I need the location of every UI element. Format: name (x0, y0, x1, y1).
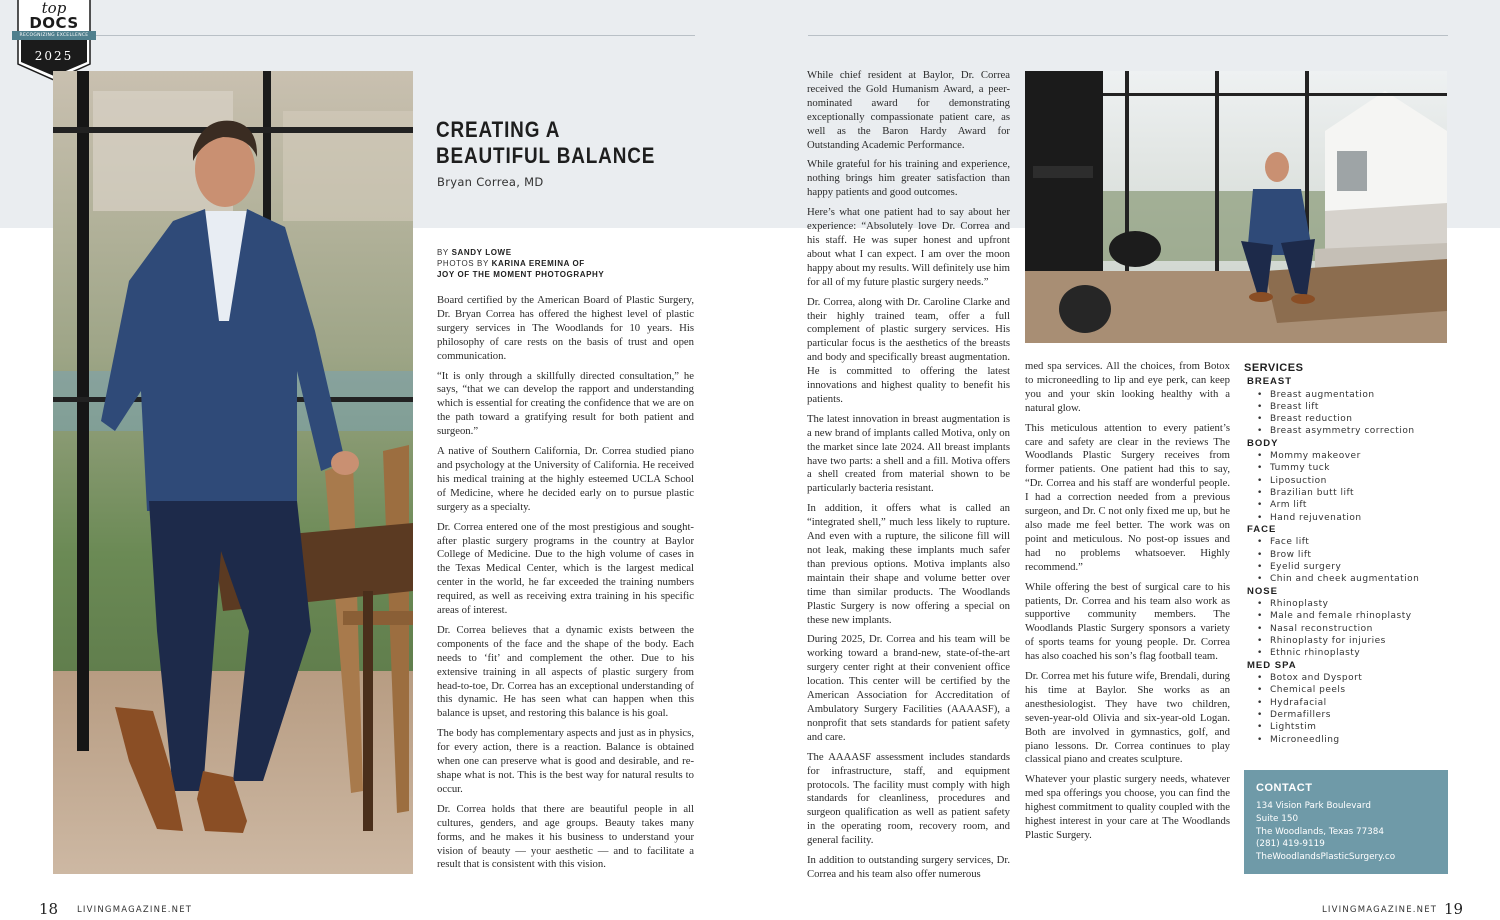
paragraph: Dr. Correa believes that a dynamic exists between the components of the face and the shape of the body. Each needs to ‘fit’ and complement the other. Due to his extensive training in all aspects of plastic surgery from head-to-toe, Dr. Correa has an exceptional understanding of this dynamic. He has seen what can happen when this balance is upset, and restoring this balance is his goal. (437, 623, 694, 720)
contact-phone[interactable]: (281) 419-9119 (1256, 839, 1325, 850)
service-item: • Breast augmentation (1244, 389, 1470, 401)
badge-ribbon: RECOGNIZING EXCELLENCE (19, 33, 89, 38)
services-items (1244, 536, 1470, 585)
paragraph: Here’s what one patient had to say about her experience: “Absolutely love Dr. Correa and his staff. He was super honest and upfront about what I can expect. I am over the moon happy about my results. Will definitely use him for all of my future plastic surgery needs.” (807, 206, 1010, 288)
site-url-left: LIVINGMAGAZINE.NET (77, 905, 193, 915)
byline-photos-line (437, 258, 604, 269)
service-item: • Lightstim (1244, 721, 1470, 733)
paragraph: Dr. Correa met his future wife, Brendali, during his time at Baylor. She works as an anesthesiologist. They have two children, seven-year-old Olivia and six-year-old Logan. Both are involved in gymnastics, golf, and piano lessons. Dr. Correa continues to play classical piano and creates sculpture. (1025, 670, 1230, 766)
service-item: • Nasal reconstruction (1244, 623, 1470, 635)
services-list (1244, 362, 1470, 746)
article-title (436, 117, 660, 169)
service-item: • Botox and Dysport (1244, 672, 1470, 684)
byline-studio-line (437, 269, 604, 280)
photos-label: PHOTOS BY (437, 259, 489, 268)
services-category: MED SPA (1247, 659, 1297, 671)
paragraph: While chief resident at Baylor, Dr. Correa received the Gold Humanism Award, a peer-nominated award for demonstrating exceptionally compassionate patient care, as well as the Baron Hardy Award for Outstanding Academic Performance. (807, 69, 1010, 151)
service-item: • Dermafillers (1244, 709, 1470, 721)
service-item: • Face lift (1244, 536, 1470, 548)
portrait-photo (53, 71, 413, 874)
header-rule-left (92, 35, 695, 36)
body-column-3 (1025, 360, 1230, 849)
article-subtitle: Bryan Correa, MD (437, 175, 544, 189)
byline (437, 247, 604, 280)
title-line-2: BEAUTIFUL BALANCE (436, 143, 656, 168)
service-item: • Breast lift (1244, 401, 1470, 413)
service-item: • Breast asymmetry correction (1244, 425, 1470, 437)
body-column-2 (807, 69, 1010, 888)
interior-photo (1025, 71, 1447, 343)
services-items (1244, 450, 1470, 524)
services-items (1244, 672, 1470, 746)
services-category: FACE (1247, 523, 1277, 535)
paragraph: In addition to outstanding surgery services, Dr. Correa and his team also offer numerous (807, 854, 1010, 880)
services-items (1244, 598, 1470, 659)
services-category: BODY (1247, 437, 1279, 449)
paragraph: Dr. Correa, along with Dr. Caroline Clarke and their highly trained team, offer a full complement of plastic surgery services. His particular focus is the aesthetics of the breasts and body and specifically breast augmentation. He is committed to offering the latest innovations and highest quality to benefit his patients. (807, 295, 1010, 405)
service-item: • Microneedling (1244, 734, 1470, 746)
service-item: • Chemical peels (1244, 684, 1470, 696)
paragraph: Whatever your plastic surgery needs, whatever med spa offerings you choose, you can find the highest commitment to quality coupled with the highest interest in your care at The Woodlands Plastic Surgery. (1025, 773, 1230, 841)
badge-top: top (41, 0, 67, 17)
service-item: • Eyelid surgery (1244, 561, 1470, 573)
photographer-name: KARINA EREMINA OF (491, 259, 585, 268)
page-number-right: 19 (1444, 900, 1464, 918)
paragraph: med spa services. All the choices, from Botox to microneedling to lip and eye perk, can keep you and your skin looking healthy with a natural glow. (1025, 360, 1230, 414)
contact-city: The Woodlands, Texas 77384 (1256, 826, 1384, 837)
page-number-left: 18 (39, 900, 59, 918)
paragraph: Board certified by the American Board of Plastic Surgery, Dr. Bryan Correa has offered the highest level of plastic surgery services in The Woodlands for 10 years. His philosophy of care rests on the basis of trust and open communication. (437, 294, 694, 362)
services-category: BREAST (1247, 376, 1293, 387)
contact-suite: Suite 150 (1256, 813, 1299, 824)
service-item: • Ethnic rhinoplasty (1244, 647, 1470, 659)
badge-year: 2025 (34, 49, 74, 63)
badge-docs: DOCS (29, 14, 79, 32)
contact-box (1244, 770, 1448, 874)
service-item: • Arm lift (1244, 499, 1470, 511)
paragraph: While offering the best of surgical care to his patients, Dr. Correa and his team also work as supportive community members. The Woodlands Plastic Surgery sponsors a variety of sports teams for young people. Dr. Correa has also coached his son’s flag football team. (1025, 580, 1230, 663)
service-item: • Rhinoplasty for injuries (1244, 635, 1470, 647)
header-rule-right (808, 35, 1448, 36)
service-item: • Brazilian butt lift (1244, 487, 1470, 499)
paragraph: The AAAASF assessment includes standards for infrastructure, staff, and equipment protocols. The facility must comply with high standards for cleanliness, procedures and surgeon qualification as well as patient safety in the operating room, recovery room, and general facility. (807, 750, 1010, 847)
body-column-1 (437, 294, 694, 878)
paragraph: This meticulous attention to every patient’s care and safety are clear in the reviews The Woodlands Plastic Surgery receives from former patients. One patient had this to say, “Dr. Correa and his staff are wonderful people. I had a correction needed from a previous surgeon, and Dr. C not only fixed me up, but he also made me feel better. The work was on point and meticulous. No post-op issues and had no problems whatsoever. Highly recommend.” (1025, 421, 1230, 573)
author-name: SANDY LOWE (451, 248, 512, 257)
contact-website[interactable]: TheWoodlandsPlasticSurgery.co (1256, 852, 1396, 863)
paragraph: Dr. Correa entered one of the most prestigious and sought-after plastic surgery programs in the country at Baylor College of Medicine. Due to the high volume of cases in the Texas Medical Center, which is the largest medical center in the world, he far exceeded the training numbers required, as well as receiving extra training in his specific areas of interest. (437, 520, 694, 617)
paragraph: During 2025, Dr. Correa and his team will be working toward a brand-new, state-of-the-art surgery center right at their convenient office location. This center will be certified by the American Association for Accreditation of Ambulatory Surgery Facilities (AAAASF), a nonprofit that sets standards for patient safety and care. (807, 633, 1010, 743)
paragraph: In addition, it offers what is called an “integrated shell,” much less likely to rupture. And even with a rupture, the silicone fill will not leak, making these implants much safer than previous options. Motiva implants also maintain their shape and volume better over time than similar products. The Woodlands Plastic Surgery is now offering a special on these new implants. (807, 502, 1010, 626)
services-items (1244, 389, 1470, 438)
service-item: • Tummy tuck (1244, 462, 1470, 474)
paragraph: The body has complementary aspects and just as in physics, for every action, there is a reaction. Balance is obtained when one can preserve what is good and desirable, and re-shape what is not. This is the best way for natural results to occur. (437, 727, 694, 795)
service-item: • Hydrafacial (1244, 697, 1470, 709)
contact-heading: CONTACT (1256, 782, 1313, 794)
paragraph: While grateful for his training and experience, nothing brings him greater satisfaction than happy patients and good outcomes. (807, 158, 1010, 199)
studio-name: JOY OF THE MOMENT PHOTOGRAPHY (437, 270, 605, 279)
service-item: • Brow lift (1244, 549, 1470, 561)
service-item: • Liposuction (1244, 475, 1470, 487)
service-item: • Rhinoplasty (1244, 598, 1470, 610)
service-item: • Hand rejuvenation (1244, 512, 1470, 524)
service-item: • Mommy makeover (1244, 450, 1470, 462)
service-item: • Male and female rhinoplasty (1244, 610, 1470, 622)
services-heading: SERVICES (1244, 362, 1304, 374)
top-docs-badge (12, 0, 96, 82)
title-line-1: CREATING A (436, 117, 561, 142)
paragraph: Dr. Correa holds that there are beautiful people in all cultures, genders, and age groups. Beauty takes many forms, and he makes it his business to understand your vision of beauty — your aesthetic — and to facilitate a result that is consistent with this vision. (437, 802, 694, 871)
byline-author-line (437, 247, 604, 258)
contact-address: 134 Vision Park Boulevard (1256, 801, 1371, 811)
service-item: • Chin and cheek augmentation (1244, 573, 1470, 585)
services-category: NOSE (1247, 585, 1278, 597)
paragraph: A native of Southern California, Dr. Correa studied piano and psychology at the University of California. He received his medical training at the highly esteemed UCLA School of Medicine, where he decided early on to pursue plastic surgery as a specialty. (437, 445, 694, 513)
site-url-right: LIVINGMAGAZINE.NET (1322, 905, 1438, 915)
paragraph: “It is only through a skillfully directed consultation,” he says, “that we can develop the rapport and understanding which is essential for creating the confidence that we are on the path toward a gratifying result for both patient and surgeon.” (437, 369, 694, 438)
service-item: • Breast reduction (1244, 413, 1470, 425)
paragraph: The latest innovation in breast augmentation is a new brand of implants called Motiva, only on the market since late 2024. All breast implants have two parts: a shell and a fill. Motiva offers a shell created from material shown to be particularly bacteria resistant. (807, 412, 1010, 495)
by-label: BY (437, 248, 449, 257)
